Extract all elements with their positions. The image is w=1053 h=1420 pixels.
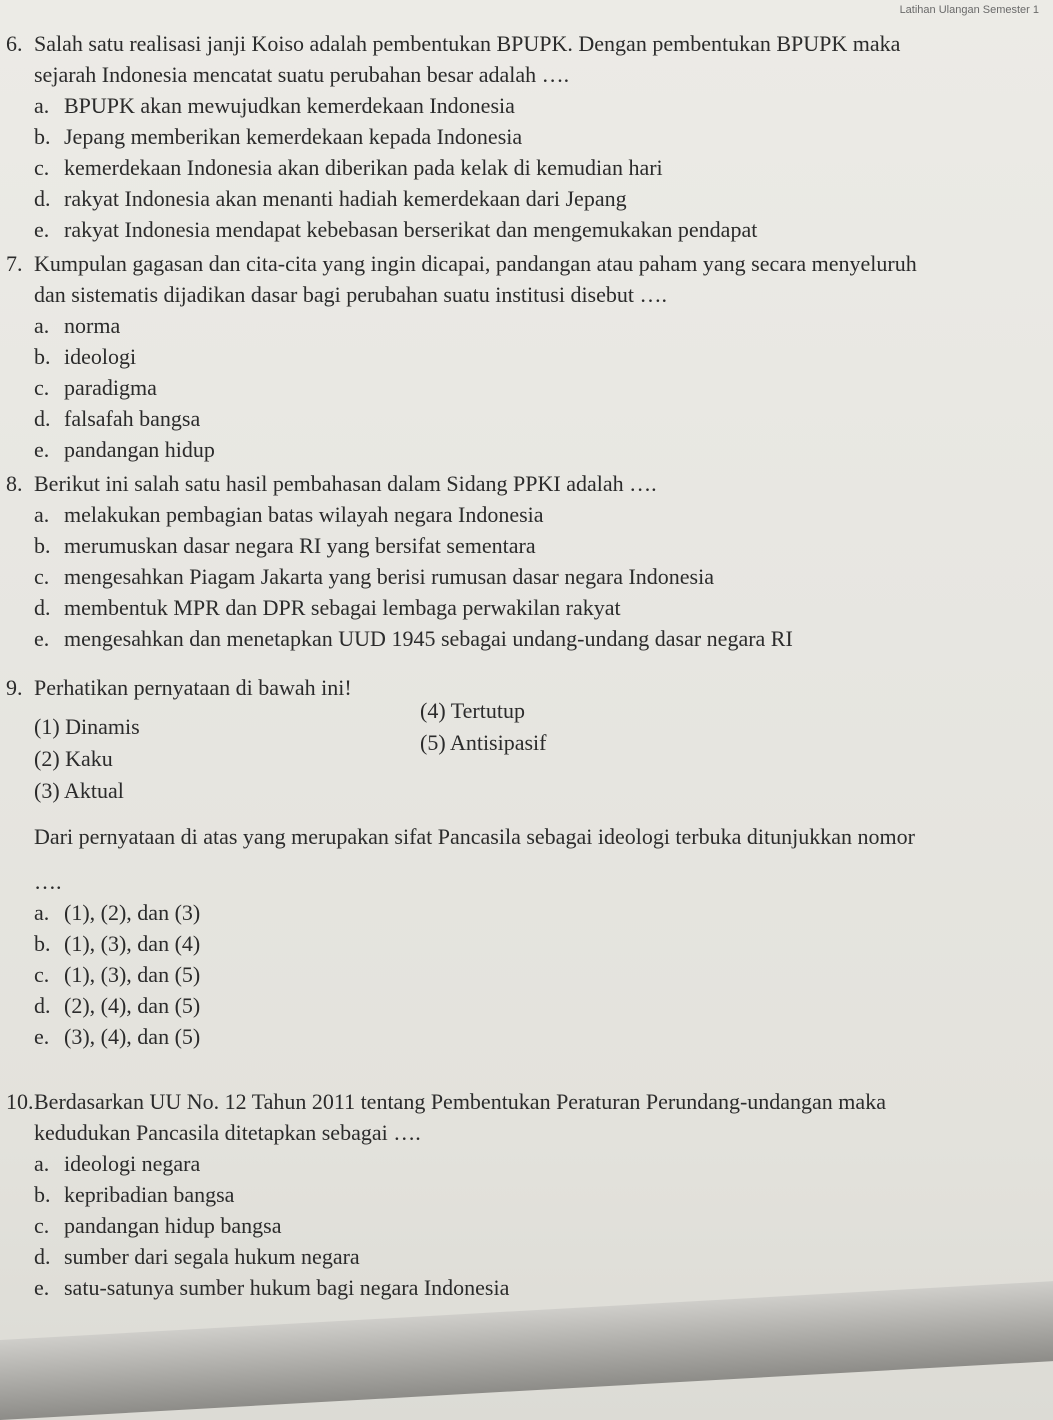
option-d[interactable]: d. membentuk MPR dan DPR sebagai lembaga perwakilan rakyat [34, 595, 621, 620]
option-e[interactable]: e. rakyat Indonesia mendapat kebebasan berserikat dan mengemukakan pendapat [34, 217, 758, 242]
question-10 [6, 1086, 886, 1303]
question-intro: Perhatikan pernyataan di bawah ini! [34, 675, 352, 700]
question-number: 6. [6, 31, 23, 56]
question-6 [6, 28, 900, 245]
question-number: 7. [6, 251, 23, 276]
option-c[interactable]: c. mengesahkan Piagam Jakarta yang berisi rumusan dasar negara Indonesia [34, 564, 714, 589]
option-b[interactable]: b. Jepang memberikan kemerdekaan kepada Indonesia [34, 124, 523, 149]
question-text: dan sistematis dijadikan dasar bagi perubahan suatu institusi disebut …. [34, 282, 667, 307]
question-number: 9. [6, 675, 23, 700]
option-b[interactable]: b. kepribadian bangsa [34, 1182, 235, 1207]
question-text: Salah satu realisasi janji Koiso adalah pembentukan BPUPK. Dengan pembentukan BPUPK maka [34, 31, 901, 56]
question-number: 8. [6, 471, 23, 496]
statement-list [6, 698, 915, 803]
option-d[interactable]: d. sumber dari segala hukum negara [34, 1244, 360, 1269]
option-a[interactable]: a. melakukan pembagian batas wilayah negara Indonesia [34, 502, 544, 527]
option-e[interactable]: e. mengesahkan dan menetapkan UUD 1945 sebagai undang-undang dasar negara RI [34, 626, 793, 651]
statement-3: (3) Aktual [34, 778, 124, 803]
question-7 [6, 248, 917, 465]
option-a[interactable]: a. (1), (2), dan (3) [34, 900, 201, 925]
statement-2: (2) Kaku [34, 746, 113, 771]
question-9 [6, 672, 915, 1052]
question-text: sejarah Indonesia mencatat suatu perubahan besar adalah …. [34, 62, 570, 87]
question-text: Berikut ini salah satu hasil pembahasan dalam Sidang PPKI adalah …. [34, 471, 657, 496]
option-c[interactable]: c. kemerdekaan Indonesia akan diberikan pada kelak di kemudian hari [34, 155, 663, 180]
question-8 [6, 468, 793, 654]
statement-1: (1) Dinamis [34, 714, 140, 739]
option-a[interactable]: a. norma [34, 313, 121, 338]
option-c[interactable]: c. pandangan hidup bangsa [34, 1213, 282, 1238]
option-d[interactable]: d. falsafah bangsa [34, 406, 201, 431]
option-d[interactable]: d. (2), (4), dan (5) [34, 993, 201, 1018]
option-a[interactable]: a. BPUPK akan mewujudkan kemerdekaan Indonesia [34, 93, 515, 118]
page-header: Latihan Ulangan Semester 1 [899, 4, 1039, 16]
statement-5: (5) Antisipasif [420, 730, 547, 755]
option-e[interactable]: e. (3), (4), dan (5) [34, 1024, 201, 1049]
option-b[interactable]: b. (1), (3), dan (4) [34, 931, 201, 956]
option-a[interactable]: a. ideologi negara [34, 1151, 201, 1176]
option-b[interactable]: b. ideologi [34, 344, 137, 369]
question-text: kedudukan Pancasila ditetapkan sebagai …. [34, 1120, 421, 1145]
option-c[interactable]: c. (1), (3), dan (5) [34, 962, 201, 987]
question-number: 10. [6, 1089, 34, 1114]
option-b[interactable]: b. merumuskan dasar negara RI yang bersifat sementara [34, 533, 536, 558]
question-text: Berdasarkan UU No. 12 Tahun 2011 tentang Pembentukan Peraturan Perundang-undangan maka [34, 1089, 886, 1114]
option-e[interactable]: e. satu-satunya sumber hukum bagi negara Indonesia [34, 1275, 510, 1300]
option-c[interactable]: c. paradigma [34, 375, 157, 400]
question-text: Dari pernyataan di atas yang merupakan sifat Pancasila sebagai ideologi terbuka ditunjukkan nomor [34, 824, 915, 849]
statement-4: (4) Tertutup [420, 698, 525, 723]
question-text: Kumpulan gagasan dan cita-cita yang ingin dicapai, pandangan atau paham yang secara menyeluruh [34, 251, 917, 276]
option-e[interactable]: e. pandangan hidup [34, 437, 215, 462]
question-text: …. [34, 869, 62, 894]
option-d[interactable]: d. rakyat Indonesia akan menanti hadiah kemerdekaan dari Jepang [34, 186, 627, 211]
